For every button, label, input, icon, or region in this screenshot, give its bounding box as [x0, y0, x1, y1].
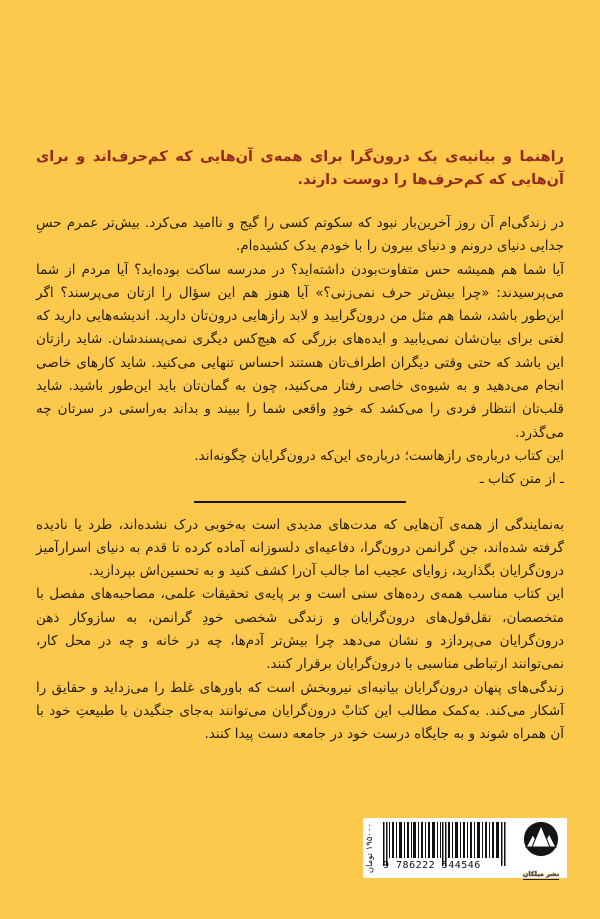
- blurb-block: [36, 514, 564, 747]
- publisher-logo: [518, 821, 564, 880]
- publisher-name: نشر میلکان: [522, 870, 560, 878]
- blurb-paragraph: زندگی‌های پنهان درون‌گرایان بیانیه‌ای نیروبخش است که باورهای غلط را می‌زداید و حقایق را آشکار می‌کند. به‌کمک مطالب این کتابْ درون‌گرایان می‌توانند به‌جای جنگیدن با طبیعتِ خود با آن همراه شوند و به جایگاه درست خود در جامعه دست پیدا کنند.: [36, 679, 564, 743]
- excerpt-paragraph: در زندگی‌ام آن روز آخرین‌بار نبود که سکوتم کسی را گیج و ناامید می‌کرد. بیش‌تر عمرم حسِ جدایی دنیای درونم و دنیای بیرون را با خودم یدک کشیده‌ام.: [36, 215, 564, 255]
- barcode-icon: [383, 822, 507, 876]
- excerpt-attribution: ـ از متن کتاب ـ: [479, 471, 564, 488]
- price-label: ۱۹۵۰۰۰ تومان: [365, 822, 375, 874]
- section-divider: [194, 501, 406, 503]
- isbn-number: 9 786222 544546: [383, 860, 481, 871]
- excerpt-block: [36, 212, 564, 492]
- excerpt-paragraph: این کتاب درباره‌ی رازهاست؛ درباره‌ی این‌که درون‌گرایان چگونه‌اند.: [194, 447, 564, 464]
- excerpt-paragraph: آیا شما هم همیشه حس متفاوت‌بودن داشته‌اید؟ در مدرسه ساکت بوده‌اید؟ آیا مردم از شما می‌پرسیدند: «چرا بیش‌تر حرف نمی‌زنی؟» آیا هنوز هم این سؤال را ازتان می‌پرسند؟ اگر این‌طور باشد، شما هم مثل من درون‌گرایید و لابد رازهایی درون‌تان دارید. اندیشه‌هایی دارید که لغتی برای بیان‌شان نمی‌یابید و ایده‌های بزرگی که هیچ‌کس دیگری نمی‌پسندشان. شاید رازتان این باشد که حتی وقتی دیگران اطراف‌تان هستند احساس تنهایی می‌کنید. شاید کارهای خاصی انجام می‌دهید و به شیوه‌ی خاصی رفتار می‌کنید، چون به گمان‌تان باید این‌طور باشید. شاید قلب‌تان انتظار فردی را می‌کشد که خودِ واقعی شما را ببیند و بداند به‌راستی در سرتان چه می‌گذرد.: [36, 261, 564, 441]
- barcode-panel: [363, 818, 567, 878]
- blurb-paragraph: این کتاب مناسب همه‌ی رده‌های سنی است و بر پایه‌ی تحقیقات علمی، مصاحبه‌های مفصل با متخصصان، نقل‌قول‌های درون‌گرایان و زندگی شخصی خودِ گرانمن، به سازوکار ذهن درون‌گرایان می‌پردازد و نشان می‌دهد چرا بیش‌تر آدم‌ها، چه در خانه و چه در محل کار، نمی‌توانند ارتباطی مناسبی با درون‌گرایان برقرار کنند.: [36, 586, 564, 673]
- blurb-paragraph: به‌نمایندگی از همه‌ی آن‌هایی که مدت‌های مدیدی است به‌خوبی درک نشده‌اند، طرد یا نادیده گرفته شده‌اند، جن گرانمن درون‌گرا، دفاعیه‌ای دلسوزانه آماده کرده تا قدم به دنیای اسرارآمیز درون‌گرایان بگذارید، زوایای عجیب اما جالب آن‌را کشف کنید و به تحسین‌اش بپردازید.: [36, 516, 564, 580]
- tagline-text: راهنما و بیانیه‌ی یک درون‌گرا برای همه‌ی آن‌هایی که کم‌حرف‌اند و برای آن‌هایی که کم‌حرف‌ها را دوست دارند.: [36, 149, 564, 188]
- mountain-logo-icon: [523, 821, 559, 857]
